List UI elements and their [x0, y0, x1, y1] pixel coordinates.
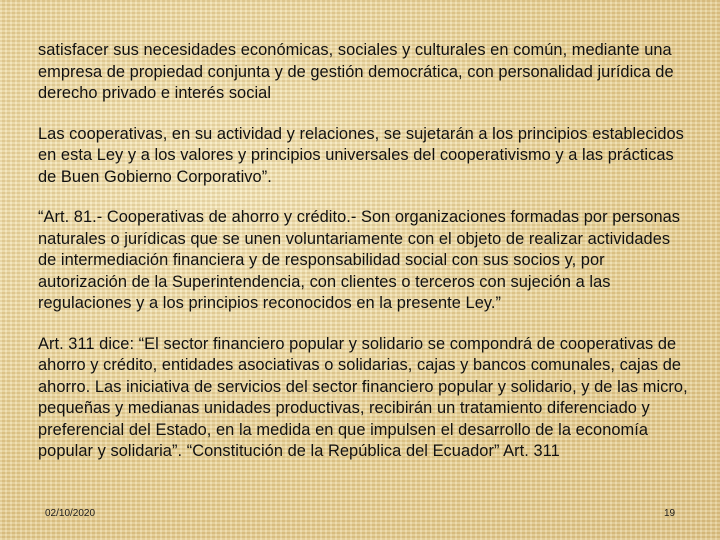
- slide-body: [38, 40, 692, 482]
- paragraph-article-311: Art. 311 dice: “El sector financiero popular y solidario se compondrá de cooperativas de ahorro y crédito, entidades asociativas o solidarias, cajas y bancos comunales, cajas de ahorro. Las iniciativa de servicios del sector financiero popular y solidario, y de las micro, pequeñas y medianas unidades productivas, recibirán un tratamiento diferenciado y preferencial del Estado, en la medida en que impulsen el desarrollo de la economía popular y solidaria”. “Constitución de la República del Ecuador” Art. 311: [38, 334, 688, 460]
- paragraph-cooperative-principles: Las cooperativas, en su actividad y relaciones, se sujetarán a los principios establecidos en esta Ley y a los valores y principios universales del cooperativismo y a las prácticas de Buen Gobierno Corporativo”.: [38, 124, 684, 186]
- page-number: 19: [664, 508, 676, 519]
- paragraph-cooperative-definition: satisfacer sus necesidades económicas, sociales y culturales en común, mediante una empresa de propiedad conjunta y de gestión democrática, con personalidad jurídica de derecho privado e interés social: [38, 41, 674, 102]
- paragraph-article-81: “Art. 81.- Cooperativas de ahorro y crédito.- Son organizaciones formadas por personas naturales o jurídicas que se unen voluntariamente con el objeto de realizar actividades de intermediación financiera y de responsabilidad social con sus socios y, por autorización de la Superintendencia, con clientes o terceros con sujeción a las regulaciones y a los principios reconocidos en la presente Ley.”: [38, 208, 681, 312]
- footer-date: 02/10/2020: [45, 508, 96, 519]
